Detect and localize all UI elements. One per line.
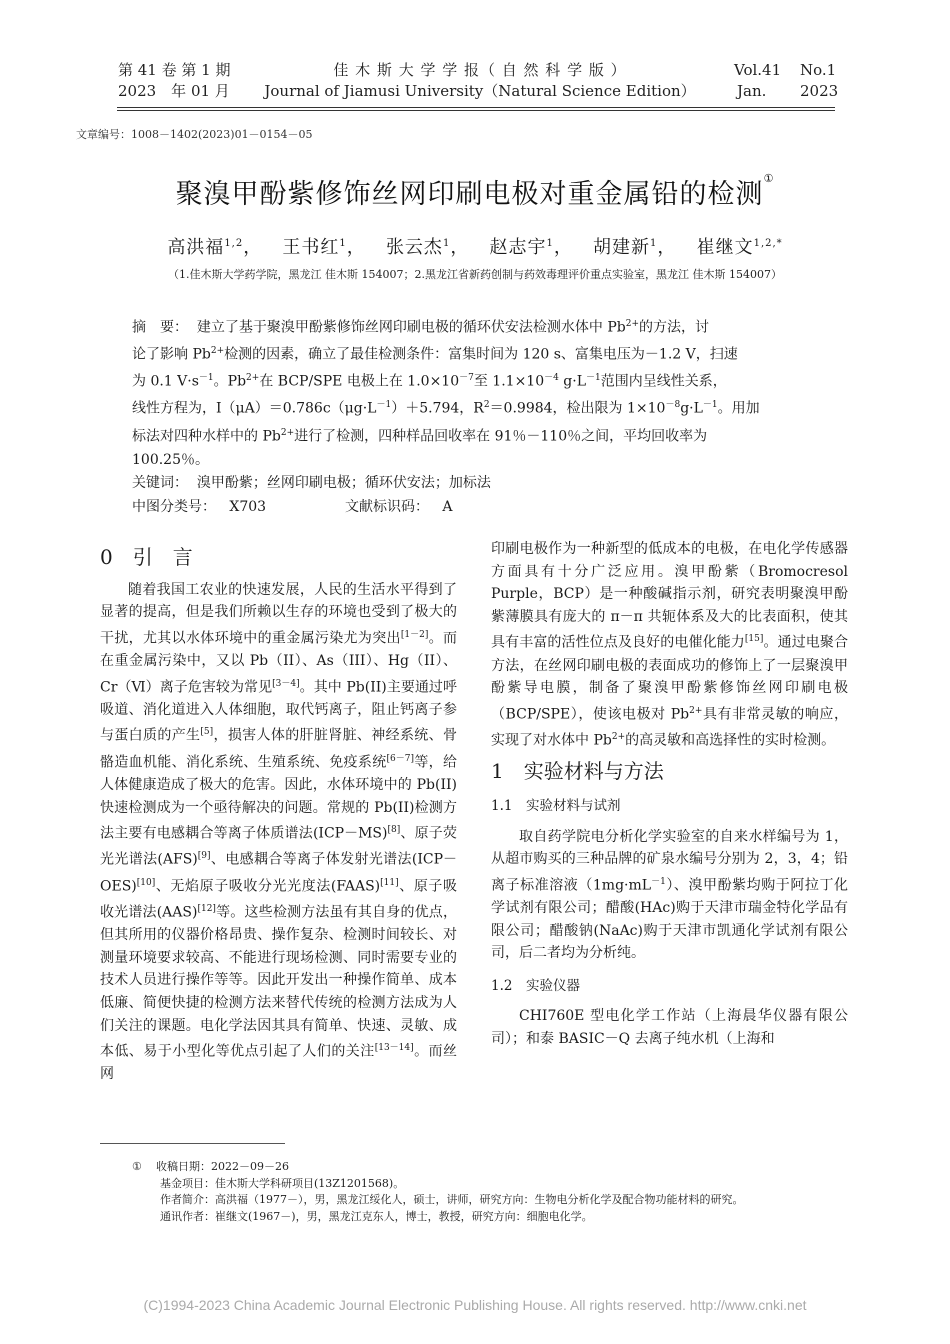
footnote-author-bio: 作者简介：高洪福（1977－），男，黑龙江绥化人，硕士，讲师，研究方向：生物电分析化学及配合物功能材料的研究。 bbox=[160, 1193, 744, 1206]
footnote-fund: 基金项目：佳木斯大学科研项目(13Z1201568)。 bbox=[160, 1176, 405, 1190]
footnotes bbox=[132, 1159, 832, 1225]
header-rule-bottom bbox=[117, 110, 835, 111]
clc-label: 中图分类号： bbox=[132, 498, 216, 515]
abstract-label: 摘 要： bbox=[132, 319, 188, 336]
right-column bbox=[491, 538, 848, 1051]
author: 高洪福$^{1,2}$， bbox=[167, 237, 263, 258]
section-heading-intro: 0 引 言 bbox=[100, 545, 193, 569]
classification bbox=[132, 496, 818, 520]
header-journal-en: Journal of Jiamusi University（Natural Science Edition） bbox=[264, 82, 696, 100]
intro-paragraph: 随着我国工农业的快速发展，人民的生活水平得到了显著的提高，但是我们所赖以生存的环境也受到了极大的干扰，尤其以水体环境中的重金属污染尤为突出[1－2]。而在重金属污染中，又以 Pb（II）、As（III）、Hg（II）、Cr（Ⅵ）离子危害较为常见[3－4]。其中 Pb(II)主要通过呼吸道、消化道进入人体细胞，取代钙离子，阻止钙离子参与蛋白质的产生[5]，损害人体的肝脏肾脏、神经系统、骨骼造血机能、消化系统、生殖系统、免疫系统[6－7]等，给人体健康造成了极大的危害。因此，水体环境中的 Pb(II)快速检测成为一个亟待解决的问题。常规的 Pb(II)检测方法主要有电感耦合等离子体质谱法(ICP－MS)[8]、原子荧光光谱法(AFS)[9]、电感耦合等离子体发射光谱法(ICP－OES)[10]、无焰原子吸收分光光度法(FAAS)[11]、原子吸收光谱法(AAS)[12]等。这些检测方法虽有其自身的优点，但其所用的仪器价格昂贵、操作复杂、检测时间较长、对测量环境要求较高、不能进行现场检测、同时需要专业的技术人员进行操作等等。因此开发出一种操作简单、成本低廉、简便快捷的检测方法来替代传统的检测方法成为人们关注的课题。电化学法因其具有简单、快速、灵敏、成本低、易于小型化等优点引起了人们的关注[13－14]。而丝网 bbox=[100, 581, 458, 1083]
abstract-line: 100.25％。 bbox=[132, 451, 209, 468]
doc-code-value: A bbox=[442, 498, 453, 515]
keywords-text: 溴甲酚紫；丝网印刷电极；循环伏安法；加标法 bbox=[196, 475, 491, 492]
abstract-line: 标法对四种水样中的 $Pb^{2+}$进行了检测，四种样品回收率在 91％－110％之间，平均回收率为 bbox=[132, 427, 708, 445]
title-footnote-marker: ① bbox=[763, 172, 775, 185]
abstract-line: 摘 要： 建立了基于聚溴甲酚紫修饰丝网印刷电极的循环伏安法检测水体中 $Pb^{2+}$的方法，讨 bbox=[132, 319, 710, 336]
footnote-rule bbox=[100, 1143, 285, 1144]
keywords-label: 关键词： bbox=[132, 475, 188, 492]
footnote-marker: ① bbox=[132, 1160, 142, 1173]
author-list bbox=[0, 233, 950, 259]
clc-value: X703 bbox=[229, 498, 267, 515]
header-no-en: No.1 bbox=[800, 61, 837, 79]
author: 崔继文$^{1,2,*}$ bbox=[696, 237, 783, 258]
intro-paragraph-continued: 印刷电极作为一种新型的低成本的电极，在电化学传感器方面具有十分广泛应用。溴甲酚紫（Bromocresol Purple，BCP）是一种酸碱指示剂，研究表明聚溴甲酚紫薄膜具有庞大的 π－π 共轭体系及大的比表面积，使其具有丰富的活性位点及良好的电催化能力[15]。通过电聚合方法，在丝网印刷电极的表面成功的修饰上了一层聚溴甲酚紫导电膜，制备了聚溴甲酚紫修饰丝网印刷电极（BCP/SPE），使该电极对 $Pb^{2+}$具有非常灵敏的响应，实现了对水体中 $Pb^{2+}$的高灵敏和高选择性的实时检测。 bbox=[491, 541, 849, 749]
section-heading-methods: 1 实验材料与方法 bbox=[491, 759, 664, 784]
subsection-heading-instruments: 1.2 实验仪器 bbox=[491, 977, 580, 994]
author: 王书红$^1$， bbox=[282, 237, 366, 258]
footnote-corresponding: 通讯作者：崔继文(1967－)，男，黑龙江克东人，博士，教授，研究方向：细胞电化学。 bbox=[160, 1209, 593, 1223]
author: 赵志宇$^1$， bbox=[489, 237, 573, 258]
header-rule-top bbox=[117, 107, 835, 108]
header-year-en: 2023 bbox=[800, 82, 839, 100]
article-number: 文章编号：1008－1402(2023)01－0154－05 bbox=[76, 128, 313, 141]
copyright-watermark: (C)1994-2023 China Academic Journal Electronic Publishing House. All rights reserved. http://www.cnki.net bbox=[143, 1297, 807, 1313]
header-year-month: 2023 年 01 月 bbox=[118, 82, 230, 100]
abstract-line: 为 0.1 $V\cdot s^{-1}$。$Pb^{2+}$在 BCP/SPE 电极上在 $1.0\times 10^{-7}$至 $1.1\times 10^{-4}$ $g\cdot L^{-1}$范围内呈线性关系， bbox=[132, 373, 727, 390]
paper-title: 聚溴甲酚紫修饰丝网印刷电极对重金属铅的检测① bbox=[175, 172, 775, 210]
abstract-line: 论了影响 $Pb^{2+}$检测的因素，确立了最佳检测条件：富集时间为 120 s、富集电压为－1.2 V，扫速 bbox=[132, 346, 738, 363]
keywords bbox=[132, 472, 818, 496]
abstract bbox=[132, 313, 818, 519]
header-journal-cn: 佳 木 斯 大 学 学 报（ 自 然 科 学 版 ） bbox=[333, 61, 627, 79]
instruments-paragraph: CHI760E 型电化学工作站（上海晨华仪器有限公司）；和泰 BASIC－Q 去离子纯水机（上海和 bbox=[491, 1008, 848, 1047]
subsection-heading-materials: 1.1 实验材料与试剂 bbox=[491, 797, 621, 814]
materials-paragraph: 取自药学院电分析化学实验室的自来水样编号为 1，从超市购买的三种品牌的矿泉水编号分别为 2，3，4；铅离子标准溶液$(1mg\cdot mL^{-1})$、溴甲酚紫均购于阿拉丁化学试剂有限公司；醋酸(HAc)购于天津市瑞金特化学品有限公司；醋酸钠(NaAc)购于天津市凯通化学试剂有限公司，后二者均为分析纯。 bbox=[491, 828, 849, 962]
author: 张云杰$^1$， bbox=[385, 237, 470, 258]
affiliations: （1.佳木斯大学药学院，黑龙江 佳木斯 154007；2.黑龙江省新药创制与药效毒理评价重点实验室，黑龙江 佳木斯 154007） bbox=[168, 268, 782, 281]
doc-code-label: 文献标识码： bbox=[344, 498, 429, 515]
abstract-line: 线性方程为，$I(\mu A)=0.786c(\mu g\cdot L^{-1})+5.794$，$R^2=0.9984$，检出限为 $1\times 10^{-8}g\cdot L^{-1}$。用加 bbox=[132, 400, 760, 418]
author: 胡建新$^1$， bbox=[593, 237, 677, 258]
footnote-received: ① 收稿日期：2022－09－26 bbox=[132, 1159, 832, 1176]
header-vol-en: Vol.41 bbox=[734, 61, 782, 79]
left-column bbox=[100, 546, 457, 1086]
header-volume-issue: 第 41 卷 第 1 期 bbox=[118, 61, 231, 79]
header-month-en: Jan. bbox=[737, 82, 767, 100]
